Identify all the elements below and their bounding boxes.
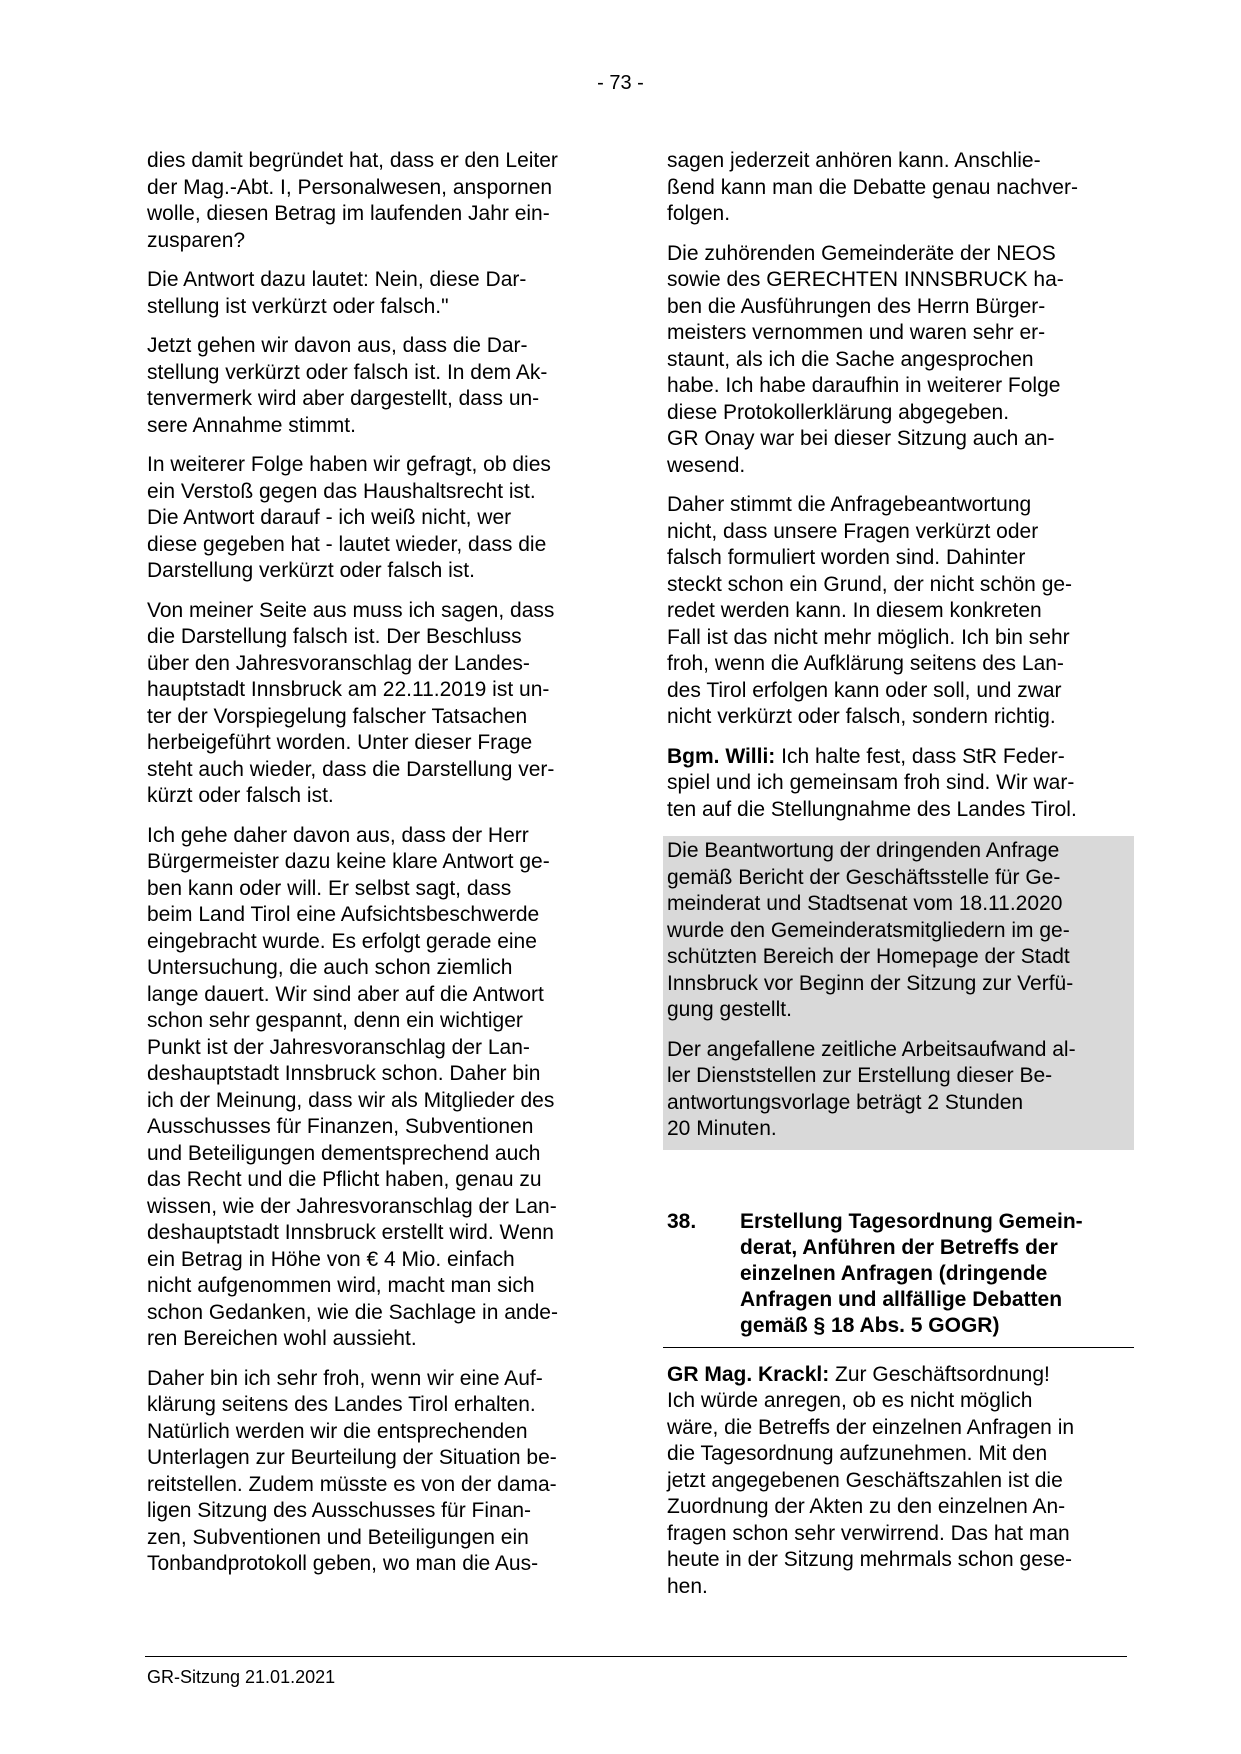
speaker-paragraph (667, 1362, 1125, 1601)
footer-divider (145, 1656, 1127, 1657)
agenda-item-heading (667, 1209, 1125, 1339)
footer-text: GR-Sitzung 21.01.2021 (147, 1667, 336, 1687)
agenda-divider (663, 1347, 1134, 1348)
note-paragraph: Die Beantwortung der dringenden Anfrage gemäß Bericht der Geschäftsstelle für Ge- meinderat und Stadtsenat vom 18.11.2020 wurde den Gemeinderatsmitgliedern im ge- schützten Bereich der Homepage der Stadt Innsbruck vor Beginn der Sitzung zur Verfü- gung gestellt. (667, 839, 1074, 1021)
shaded-note (663, 836, 1134, 1150)
paragraph: Daher stimmt die Anfragebeantwortung nicht, dass unsere Fragen verkürzt oder falsch formuliert worden sind. Dahinter steckt schon ein Grund, der nicht schön ge- redet werden kann. In diesem konkreten Fall ist das nicht mehr möglich. Ich bin sehr froh, wenn die Aufklärung seitens des Lan- des Tirol erfolgen kann oder soll, und zwar nicht verkürzt oder falsch, sondern richtig. (667, 493, 1073, 728)
paragraph: Daher bin ich sehr froh, wenn wir eine Auf- klärung seitens des Landes Tirol erhalten. Natürlich werden wir die entsprechenden Unterlagen zur Beurteilung der Situation be- reitstellen. Zudem müsste es von der dama- ligen Sitzung des Ausschusses für Finan- zen, Subventionen und Beteiligungen ein Tonbandprotokoll geben, wo man die Aus- (147, 1366, 557, 1575)
speaker-paragraph (667, 744, 1125, 824)
paragraph: Jetzt gehen wir davon aus, dass die Dar- stellung verkürzt oder falsch ist. In dem Ak- tenvermerk wird aber dargestellt, dass un- sere Annahme stimmt. (147, 334, 548, 437)
left-column (147, 148, 602, 1591)
right-column (667, 148, 1125, 1613)
paragraph: In weiterer Folge haben wir gefragt, ob dies ein Verstoß gegen das Haushaltsrecht ist. Die Antwort darauf - ich weiß nicht, wer diese gegeben hat - lautet wieder, dass die Darstellung verkürzt oder falsch ist. (147, 453, 551, 582)
paragraph: dies damit begründet hat, dass er den Leiter der Mag.-Abt. I, Personalwesen, anspornen wolle, diesen Betrag im laufenden Jahr ein- zusparen? (147, 149, 558, 252)
speaker-name: GR Mag. Krackl: (667, 1362, 830, 1386)
page-number: - 73 - (597, 72, 644, 94)
paragraph: Die Antwort dazu lautet: Nein, diese Dar- stellung ist verkürzt oder falsch." (147, 268, 527, 318)
paragraph: Von meiner Seite aus muss ich sagen, dass die Darstellung falsch ist. Der Beschluss über den Jahresvoranschlag der Landes- hauptstadt Innsbruck am 22.11.2019 ist un- ter der Vorspiegelung falscher Tatsachen herbeigeführt worden. Unter dieser Frage steht auch wieder, dass die Darstellung ver- kürzt oder falsch ist. (147, 598, 555, 807)
paragraph: Ich gehe daher davon aus, dass der Herr Bürgermeister dazu keine klare Antwort ge- ben kann oder will. Er selbst sagt, dass beim Land Tirol eine Aufsichtsbeschwerde eingebracht wurde. Es erfolgt gerade eine Untersuchung, die auch schon ziemlich lange dauert. Wir sind aber auf die Antwort schon sehr gespannt, denn ein wichtiger Punkt ist der Jahresvoranschlag der Lan- deshauptstadt Innsbruck schon. Daher bin ich der Meinung, dass wir als Mitglieder des Ausschusses für Finanzen, Subventionen und Beteiligungen dementsprechend auch das Recht und die Pflicht haben, genau zu wissen, wie der Jahresvoranschlag der Lan- deshauptstadt Innsbruck erstellt wird. Wenn ein Betrag in Höhe von € 4 Mio. einfach nicht aufgenommen wird, macht man sich schon Gedanken, wie die Sachlage in ande- ren Bereichen wohl aussieht. (147, 823, 558, 1350)
paragraph: Die zuhörenden Gemeinderäte der NEOS sowie des GERECHTEN INNSBRUCK ha- ben die Ausführungen des Herrn Bürger- meisters vernommen und waren sehr er- staunt, als ich die Sache angesprochen habe. Ich habe daraufhin in weiterer Folge diese Protokollerklärung abgegeben. (667, 241, 1064, 424)
paragraph: GR Onay war bei dieser Sitzung auch an- wesend. (667, 427, 1055, 477)
paragraph: sagen jederzeit anhören kann. Anschlie- ßend kann man die Debatte genau nachver- folgen. (667, 149, 1078, 225)
agenda-title: Erstellung Tagesordnung Gemein- derat, Anführen der Betreffs der einzelnen Anfragen (dringende Anfragen und allfällige Debatten gemäß § 18 Abs. 5 GOGR) (740, 1209, 1083, 1337)
note-paragraph: Der angefallene zeitliche Arbeitsaufwand al- ler Dienststellen zur Erstellung dieser Be- antwortungsvorlage beträgt 2 Stunden 20 Minuten. (667, 1037, 1076, 1140)
speaker-text: Zur Geschäftsordnung! Ich würde anregen, ob es nicht möglich wäre, die Betreffs der einzelnen Anfragen in die Tagesordnung aufzunehmen. Mit den jetzt angegebenen Geschäftszahlen ist die Zuordnung der Akten zu den einzelnen An- fragen schon sehr verwirrend. Das hat man heute in der Sitzung mehrmals schon gese- hen. (667, 1362, 1075, 1598)
agenda-number: 38. (667, 1209, 697, 1233)
speaker-text: Ich halte fest, dass StR Feder- spiel und ich gemeinsam froh sind. Wir war- ten auf die Stellungnahme des Landes Tirol. (667, 744, 1077, 821)
speaker-name: Bgm. Willi: (667, 744, 776, 768)
